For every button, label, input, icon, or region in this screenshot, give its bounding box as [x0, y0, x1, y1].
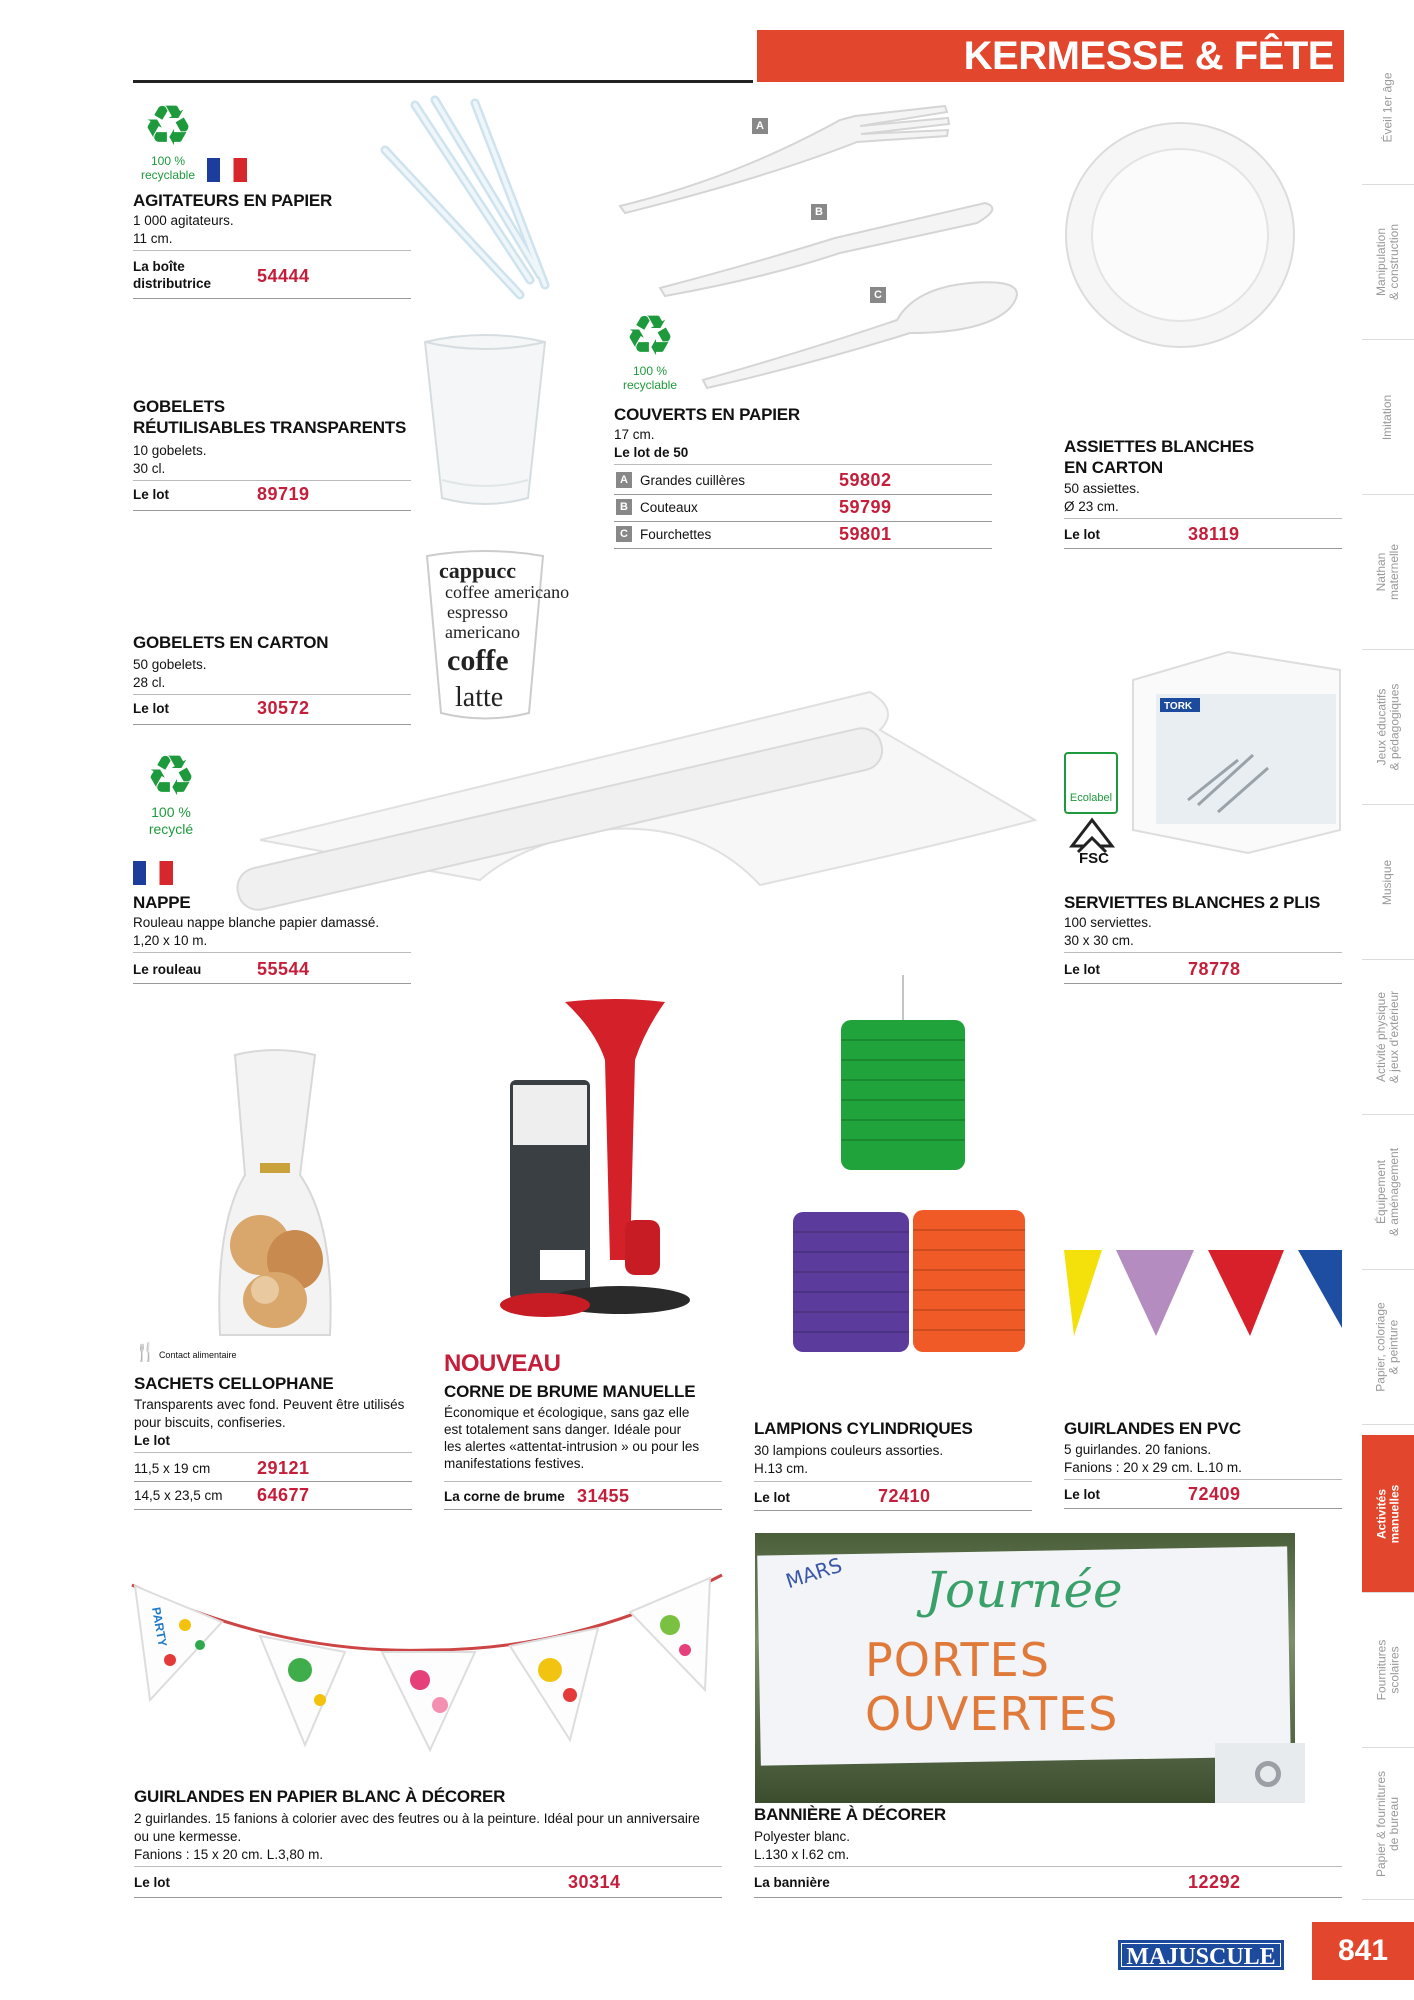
- unit-label: Le lot de 50: [614, 445, 689, 460]
- ecolabel-icon: Ecolabel: [1064, 752, 1118, 814]
- product-desc: 1,20 x 10 m.: [133, 933, 208, 948]
- product-title-corne: CORNE DE BRUME MANUELLE: [444, 1382, 696, 1401]
- product-code[interactable]: 89719: [257, 484, 310, 504]
- variant-row[interactable]: B Couteaux 59799: [614, 497, 992, 523]
- product-desc: Polyester blanc.: [754, 1829, 851, 1844]
- product-desc: Économique et écologique, sans gaz elle est totalement sans danger. Idéale pour les alertes «attentat-intrusion » ou pour les manifestations festives.: [444, 1405, 700, 1471]
- product-code[interactable]: 12292: [1188, 1872, 1241, 1892]
- svg-text:coffee americano: coffee americano: [445, 582, 570, 602]
- product-desc: H.13 cm.: [754, 1461, 809, 1476]
- recycle-icon: ♻: [145, 744, 197, 807]
- recycle-icon: ♻: [142, 94, 194, 157]
- unit-label: Le lot: [754, 1490, 790, 1505]
- brand-logo: MAJUSCULE: [1118, 1940, 1284, 1970]
- corne-image: [505, 1000, 705, 1330]
- guirlandes-pvc-image: [1064, 1248, 1344, 1338]
- sachets-image: [205, 1045, 345, 1345]
- svg-text:coffe: coffe: [447, 644, 509, 677]
- banniere-image: MARS Journée PORTES OUVERTES: [755, 1533, 1295, 1803]
- product-desc: 30 x 30 cm.: [1064, 933, 1134, 948]
- page-number: 841: [1312, 1922, 1414, 1980]
- product-desc: pour biscuits, confiseries.: [134, 1415, 286, 1430]
- recycle-badge: ♻ 100 % recyclé: [135, 748, 207, 838]
- product-code[interactable]: 30314: [568, 1872, 621, 1892]
- unit-label: Le lot: [133, 487, 169, 502]
- fsc-icon: FSC: [1064, 818, 1124, 866]
- unit-label: Le lot: [133, 701, 169, 716]
- unit-label: Le rouleau: [133, 962, 202, 977]
- sidebar-item-activites-manuelles[interactable]: Activités manuelles: [1362, 1435, 1414, 1593]
- sidebar-item-papier-coloriage[interactable]: Papier, coloriage & peinture: [1362, 1270, 1414, 1425]
- unit-label: Le lot: [1064, 962, 1100, 977]
- sidebar-item-manipulation[interactable]: Manipulation & construction: [1362, 185, 1414, 340]
- product-code[interactable]: 38119: [1188, 524, 1240, 544]
- product-title-agitateurs: AGITATEURS EN PAPIER: [133, 191, 333, 210]
- product-desc: 100 serviettes.: [1064, 915, 1152, 930]
- product-desc: 17 cm.: [614, 427, 655, 442]
- product-desc: 30 cl.: [133, 461, 166, 476]
- fork-glass-icon: 🍴: [134, 1342, 157, 1362]
- sidebar-item-nathan[interactable]: Nathan maternelle: [1362, 495, 1414, 650]
- product-title-couverts: COUVERTS EN PAPIER: [614, 405, 800, 424]
- product-code[interactable]: 31455: [577, 1486, 630, 1506]
- unit-label: La bannière: [754, 1875, 830, 1890]
- nappe-image: [240, 680, 1040, 910]
- product-desc: Fanions : 15 x 20 cm. L.3,80 m.: [134, 1847, 324, 1862]
- product-code[interactable]: 55544: [257, 959, 310, 979]
- product-title-guirlandes-pvc: GUIRLANDES EN PVC: [1064, 1419, 1242, 1438]
- product-title-guirlandes-papier: GUIRLANDES EN PAPIER BLANC À DÉCORER: [134, 1787, 506, 1806]
- contact-alimentaire-badge: 🍴 Contact alimentaire: [134, 1342, 237, 1362]
- unit-label: Le lot: [1064, 527, 1100, 542]
- product-title-sachets: SACHETS CELLOPHANE: [134, 1374, 334, 1393]
- badge-b: B: [811, 204, 827, 220]
- variant-row[interactable]: C Fourchettes 59801: [614, 524, 992, 550]
- unit-label: Le lot: [1064, 1487, 1100, 1502]
- unit-label: La boîte distributrice: [133, 259, 212, 291]
- unit-label: Le lot: [134, 1433, 170, 1448]
- svg-text:americano: americano: [445, 622, 520, 642]
- sidebar-item-papier-bureau[interactable]: Papier & fournitures de bureau: [1362, 1748, 1414, 1900]
- product-desc: 5 guirlandes. 20 fanions.: [1064, 1442, 1212, 1457]
- product-desc: ou une kermesse.: [134, 1829, 242, 1844]
- section-title: KERMESSE & FÊTE: [757, 30, 1344, 82]
- sidebar-item-eveil[interactable]: Éveil 1er âge: [1362, 30, 1414, 185]
- svg-text:latte: latte: [455, 682, 504, 713]
- recycle-icon: ♻: [624, 304, 676, 367]
- recyclable-badge: ♻ 100 % recyclable: [133, 98, 203, 182]
- variant-row[interactable]: 11,5 x 19 cm 29121: [134, 1458, 310, 1478]
- sidebar-item-activite-physique[interactable]: Activité physique & jeux d'extérieur: [1362, 960, 1414, 1115]
- sidebar-item-musique[interactable]: Musique: [1362, 805, 1414, 960]
- product-desc: 28 cl.: [133, 675, 166, 690]
- product-title-serviettes: SERVIETTES BLANCHES 2 PLIS: [1064, 893, 1321, 912]
- product-title-assiettes: ASSIETTES BLANCHES EN CARTON: [1064, 437, 1255, 477]
- product-desc: Ø 23 cm.: [1064, 499, 1119, 514]
- product-code[interactable]: 30572: [257, 698, 310, 718]
- guirlandes-papier-image: [130, 1570, 725, 1760]
- product-desc: Fanions : 20 x 29 cm. L.10 m.: [1064, 1460, 1242, 1475]
- product-title-lampions: LAMPIONS CYLINDRIQUES: [754, 1419, 973, 1438]
- lampions-image: [785, 970, 1025, 1390]
- product-title-gobelets-carton: GOBELETS EN CARTON: [133, 633, 329, 652]
- product-title-gobelets-reutilisables: GOBELETS RÉUTILISABLES TRANSPARENTS: [133, 397, 407, 437]
- unit-label: Le lot: [134, 1875, 170, 1890]
- serviettes-image: [1128, 650, 1343, 855]
- svg-text:PARTY: PARTY: [149, 1606, 170, 1648]
- badge-a: A: [752, 118, 768, 134]
- product-desc: Transparents avec fond. Peuvent être utilisés: [134, 1397, 405, 1412]
- sidebar-item-fournitures-scolaires[interactable]: Fournitures scolaires: [1362, 1593, 1414, 1748]
- product-title-banniere: BANNIÈRE À DÉCORER: [754, 1805, 946, 1824]
- header-rule: [133, 80, 753, 83]
- product-title-nappe: NAPPE: [133, 893, 191, 912]
- svg-text:cappucc: cappucc: [439, 558, 516, 583]
- product-code[interactable]: 54444: [257, 266, 310, 286]
- product-desc: 30 lampions couleurs assorties.: [754, 1443, 944, 1458]
- product-desc: 10 gobelets.: [133, 443, 207, 458]
- recyclable-badge: ♻ 100 % recyclable: [612, 308, 688, 392]
- product-code[interactable]: 72410: [878, 1486, 931, 1506]
- product-desc: 50 assiettes.: [1064, 481, 1140, 496]
- svg-text:TORK: TORK: [1164, 701, 1193, 712]
- product-desc: 50 gobelets.: [133, 657, 207, 672]
- product-code[interactable]: 78778: [1188, 959, 1241, 979]
- gobelet-transparent-image: [420, 330, 550, 510]
- product-desc: Rouleau nappe blanche papier damassé.: [133, 915, 380, 930]
- product-desc: 1 000 agitateurs.: [133, 213, 234, 228]
- france-flag-icon: [133, 861, 173, 890]
- nouveau-badge: NOUVEAU: [444, 1350, 561, 1377]
- france-flag-icon: [207, 158, 247, 187]
- product-desc: 2 guirlandes. 15 fanions à colorier avec des feutres ou à la peinture. Idéal pour un anniversaire: [134, 1811, 700, 1826]
- product-desc: 11 cm.: [133, 231, 173, 246]
- unit-label: La corne de brume: [444, 1489, 565, 1504]
- variant-row[interactable]: 14,5 x 23,5 cm 64677: [134, 1485, 310, 1505]
- sidebar-item-jeux-educatifs[interactable]: Jeux éducatifs & pédagogiques: [1362, 650, 1414, 805]
- category-sidebar: [1362, 30, 1414, 1900]
- product-desc: L.130 x l.62 cm.: [754, 1847, 850, 1862]
- product-code[interactable]: 72409: [1188, 1484, 1241, 1504]
- sidebar-item-imitation[interactable]: Imitation: [1362, 340, 1414, 495]
- agitateurs-image: [380, 95, 560, 305]
- assiette-image: [1063, 120, 1298, 350]
- svg-text:espresso: espresso: [447, 602, 508, 622]
- sidebar-item-equipement[interactable]: Équipement & aménagement: [1362, 1115, 1414, 1270]
- variant-row[interactable]: A Grandes cuillères 59802: [614, 470, 992, 496]
- badge-c: C: [870, 287, 886, 303]
